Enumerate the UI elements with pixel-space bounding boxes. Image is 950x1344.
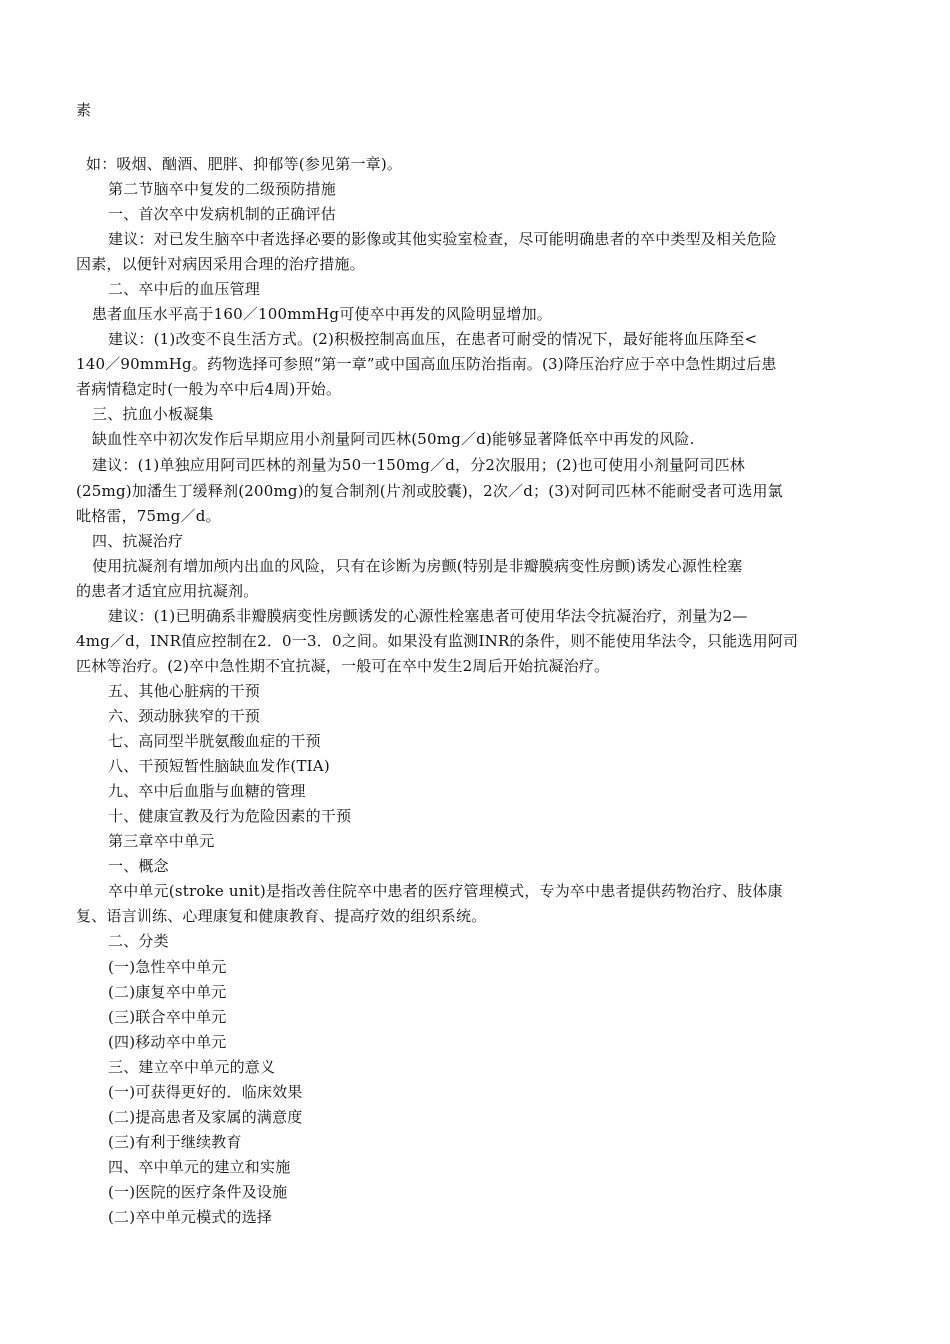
- list-item: (二)康复卒中单元: [108, 983, 227, 1001]
- subsection-heading: 九、卒中后血脂与血糖的管理: [108, 782, 306, 800]
- text-line: 复、语言训练、心理康复和健康教育、提高疗效的组织系统。: [76, 907, 487, 925]
- text-line: 建议：对已发生脑卒中者选择必要的影像或其他实验室检查，尽可能明确患者的卒中类型及相关危险: [108, 230, 777, 248]
- list-item: (一)急性卒中单元: [108, 958, 227, 976]
- text-line: 140／90mmHg。药物选择可参照“第一章”或中国高血压防治指南。(3)降压治疗应于卒中急性期过后患: [76, 355, 777, 373]
- subsection-heading: 三、建立卒中单元的意义: [108, 1058, 276, 1076]
- text-line: 缺血性卒中初次发作后早期应用小剂量阿司匹林(50mg／d)能够显著降低卒中再发的风险.: [92, 430, 695, 448]
- text-line: 素: [76, 101, 92, 119]
- text-line: 使用抗凝剂有增加颅内出血的风险，只有在诊断为房颤(特别是非瓣膜病变性房颤)诱发心源性栓塞: [92, 557, 743, 575]
- subsection-heading: 六、颈动脉狭窄的干预: [108, 707, 261, 725]
- list-item: (二)卒中单元模式的选择: [108, 1208, 273, 1226]
- text-line: 患者血压水平高于160／100mmHg可使卒中再发的风险明显增加。: [92, 305, 552, 323]
- subsection-heading: 七、高同型半胱氨酸血症的干预: [108, 732, 321, 750]
- subsection-heading: 一、概念: [108, 857, 169, 875]
- subsection-heading: 二、分类: [108, 932, 169, 950]
- list-item: (四)移动卒中单元: [108, 1033, 227, 1051]
- list-item: (一)可获得更好的．临床效果: [108, 1083, 303, 1101]
- text-line: 建议：(1)单独应用阿司匹林的剂量为50一150mg／d，分2次服用；(2)也可使用小剂量阿司匹林: [92, 456, 745, 474]
- subsection-heading: 十、健康宣教及行为危险因素的干预: [108, 807, 352, 825]
- subsection-heading: 五、其他心脏病的干预: [108, 682, 261, 700]
- text-line: 建议：(1)改变不良生活方式。(2)积极控制高血压，在患者可耐受的情况下，最好能将血压降至<: [108, 330, 758, 348]
- section-heading: 第二节脑卒中复发的二级预防措施: [108, 180, 337, 198]
- subsection-heading: 二、卒中后的血压管理: [108, 280, 261, 298]
- text-line: 建议：(1)已明确系非瓣膜病变性房颤诱发的心源性栓塞患者可使用华法令抗凝治疗，剂量为2—: [108, 607, 748, 625]
- subsection-heading: 八、干预短暂性脑缺血发作(TIA): [108, 757, 330, 775]
- text-line: 卒中单元(stroke unit)是指改善住院卒中患者的医疗管理模式，专为卒中患者提供药物治疗、肢体康: [108, 882, 783, 900]
- subsection-heading: 四、卒中单元的建立和实施: [108, 1158, 291, 1176]
- subsection-heading: 三、抗血小板凝集: [92, 405, 214, 423]
- list-item: (一)医院的医疗条件及设施: [108, 1183, 288, 1201]
- text-line: 吡格雷，75mg／d。: [76, 507, 221, 525]
- text-line: 者病情稳定时(一般为卒中后4周)开始。: [76, 380, 342, 398]
- list-item: (三)有利于继续教育: [108, 1133, 242, 1151]
- text-line: (25mg)加潘生丁缓释剂(200mg)的复合制剂(片剂或胶囊)，2次／d；(3)对阿司匹林不能耐受者可选用氯: [76, 482, 783, 500]
- chapter-heading: 第三章卒中单元: [108, 832, 215, 850]
- text-line: 如：吸烟、酗酒、肥胖、抑郁等(参见第一章)。: [86, 155, 403, 173]
- list-item: (三)联合卒中单元: [108, 1008, 227, 1026]
- subsection-heading: 四、抗凝治疗: [92, 532, 184, 550]
- subsection-heading: 一、首次卒中发病机制的正确评估: [108, 205, 337, 223]
- text-line: 的患者才适宜应用抗凝剂。: [76, 582, 259, 600]
- text-line: 匹林等治疗。(2)卒中急性期不宜抗凝，一般可在卒中发生2周后开始抗凝治疗。: [76, 657, 610, 675]
- text-line: 因素，以便针对病因采用合理的治疗措施。: [76, 255, 365, 273]
- list-item: (二)提高患者及家属的满意度: [108, 1108, 303, 1126]
- text-line: 4mg／d，INR值应控制在2．0一3．0之间。如果没有监测INR的条件，则不能使用华法令，只能选用阿司: [76, 632, 799, 650]
